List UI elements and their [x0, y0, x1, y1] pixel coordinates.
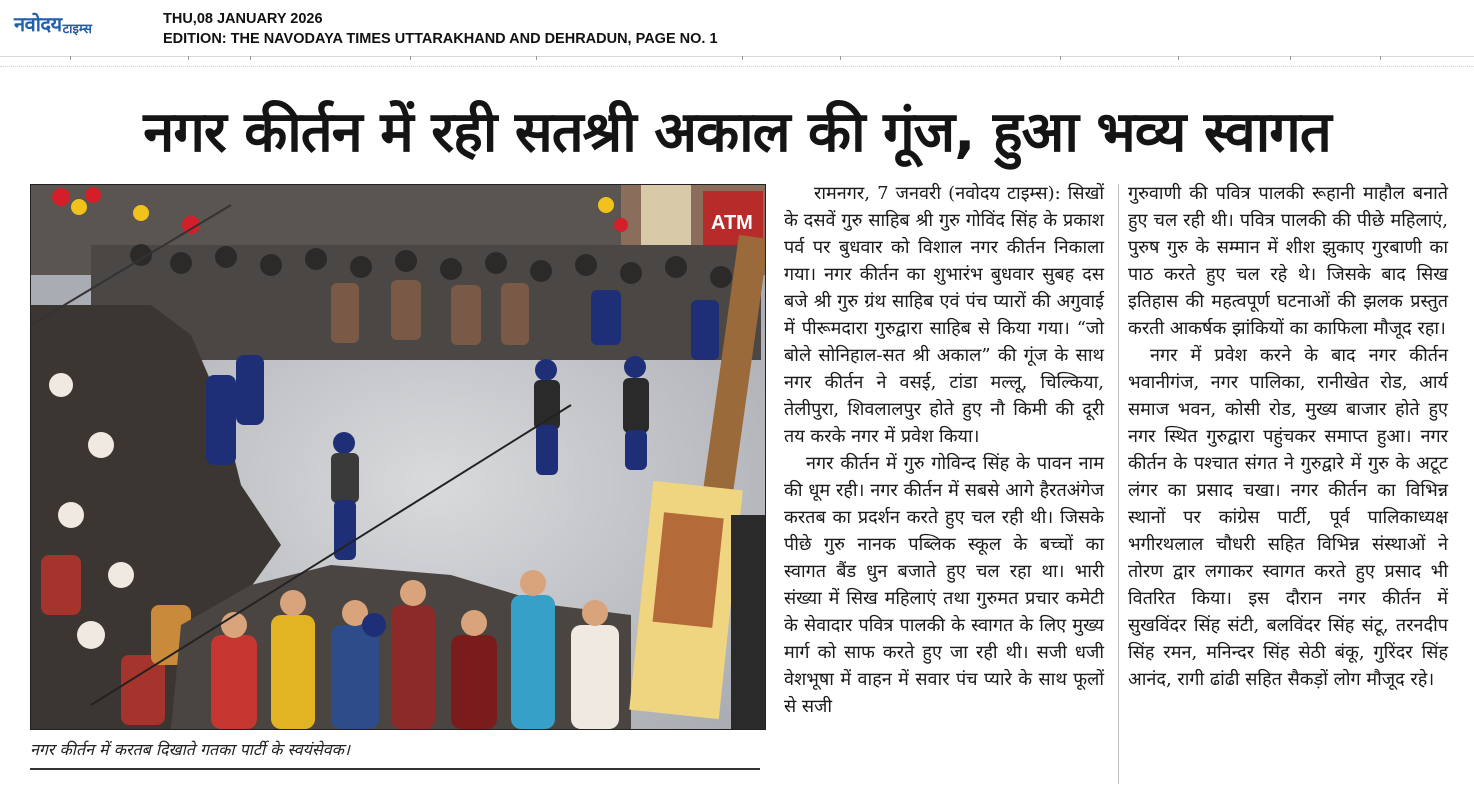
edition-line: EDITION: THE NAVODAYA TIMES UTTARAKHAND AND DEHRADUN, PAGE NO. 1: [163, 31, 718, 47]
masthead-bar: [0, 0, 1474, 57]
logo-main-text: नवोदय: [14, 12, 62, 36]
atm-sign: ATM: [711, 212, 753, 234]
article-photo[interactable]: [30, 184, 766, 730]
newspaper-logo[interactable]: [14, 10, 92, 37]
edition-info: [163, 9, 718, 49]
article-headline: नगर कीर्तन में रही सतश्री अकाल की गूंज, हुआ भव्य स्वागत: [143, 100, 1331, 165]
logo-sub-text: टाइम्स: [62, 22, 92, 37]
article-column-1: [784, 180, 1104, 720]
paragraph: नगर में प्रवेश करने के बाद नगर कीर्तन भवानीगंज, नगर पालिका, रानीखेत रोड, आर्य समाज भवन, कोसी रोड, मुख्य बाजार होते हुए नगर स्थित गुरुद्वारा पहुंचकर समाप्त हुआ। नगर कीर्तन के पश्चात संगत ने गुरुद्वारे में गुरु के अटूट लंगर का प्रसाद चखा। नगर कीर्तन का विभिन्न स्थानों पर कांग्रेस पार्टी, पूर्व पालिकाध्यक्ष भगीरथलाल चौधरी सहित विभिन्न संस्थाओं ने तोरण द्वार लगाकर स्वागत करते हुए प्रसाद भी वितरित किया। इस दौरान नगर कीर्तन में सुखविंदर सिंह संटी, बलविंदर सिंह संटू, तरनदीप सिंह रमन, मनिन्दर सिंह सेठी बंकू, गुरिंदर सिंह आनंद, रागी ढांढी सहित सैकड़ों लोग मौजूद रहे।: [1128, 345, 1448, 690]
article-column-2: [1128, 180, 1448, 693]
paragraph: रामनगर, 7 जनवरी (नवोदय टाइम्स): सिखों के दसवें गुरु साहिब श्री गुरु गोविंद सिंह के प्रकाश पर्व पर बुधवार को विशाल नगर कीर्तन निकाला गया। नगर कीर्तन का शुभारंभ बुधवार सुबह दस बजे श्री गुरु ग्रंथ साहिब एवं पंच प्यारों की अगुवाई में पीरूमदारा गुरुद्वारा साहिब से किया गया। “जो बोले सोनिहाल-सत श्री अकाल” की गूंज के साथ नगर कीर्तन ने वसई, टांडा मल्लू, चिल्किया, तेलीपुरा, शिवलालपुर होते हुए नौ किमी की दूरी तय करके नगर में प्रवेश किया।: [784, 183, 1104, 447]
paragraph: गुरुवाणी की पवित्र पालकी रूहानी माहौल बनाते हुए चल रही थी। पवित्र पालकी की पीछे महिलाएं, पुरुष गुरु के सम्मान में शीश झुकाए गुरबाणी का पाठ करते हुए चल रहे थे। जिसके बाद सिख इतिहास की महत्वपूर्ण घटनाओं की झलक प्रस्तुत करती आकर्षक झांकियों का काफिला मौजूद रहा।: [1128, 183, 1448, 339]
paragraph: नगर कीर्तन में गुरु गोविन्द सिंह के पावन नाम की धूम रही। नगर कीर्तन में सबसे आगे हैरतअंगेज करतब का प्रदर्शन करते हुए चल रही थी। जिसके पीछे गुरु नानक पब्लिक स्कूल के बच्चों का स्वागत बैंड धुन बजाते हुए चल रहा था। भारी संख्या में सिख महिलाएं तथा गुरुमत प्रचार कमेटी के सेवादार पवित्र पालकी के स्वागत के लिए मुख्य मार्ग को साफ करते हुए जा रही थी। सजी धजी वेशभूषा में वाहन में सवार पंच प्यारे के साथ फूलों से सजी: [784, 453, 1104, 717]
caption-underline: [30, 768, 760, 770]
adjacent-article-edge: [1466, 184, 1474, 784]
photo-caption: नगर कीर्तन में करतब दिखाते गतका पार्टी के स्वयंसेवक।: [30, 740, 350, 759]
column-divider: [1118, 184, 1119, 784]
previous-article-cut-edge: [0, 56, 1474, 67]
date-line: THU,08 JANUARY 2026: [163, 11, 323, 27]
